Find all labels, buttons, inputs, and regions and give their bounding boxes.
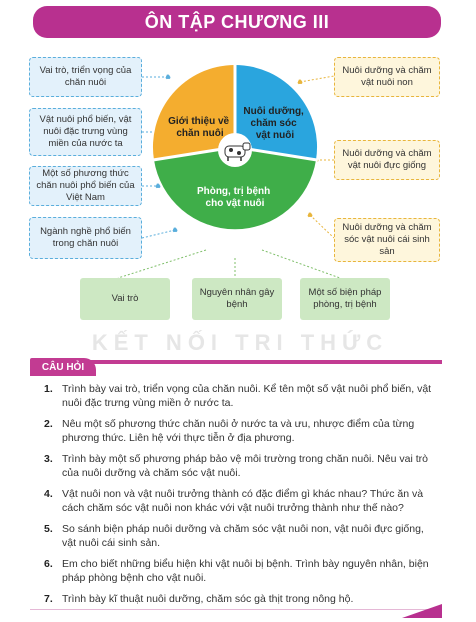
question-number: 3.	[44, 453, 53, 465]
question-item	[44, 592, 436, 606]
question-text: Trình bày một số phương pháp bảo vệ môi trường trong chăn nuôi. Nêu vai trò của nuôi dưỡng và chăm sóc vật nuôi.	[62, 453, 428, 479]
topic-box-male-breeders: Nuôi dưỡng và chăm vật nuôi đực giống	[334, 140, 440, 180]
topic-box-farming-methods: Một số phương thức chăn nuôi phổ biến của Việt Nam	[29, 166, 142, 206]
question-item	[44, 522, 436, 550]
wheel-label-intro-1: Giới thiệu về	[168, 116, 230, 127]
wheel-label-disease-2: cho vật nuôi	[205, 198, 265, 209]
question-text: Trình bày kĩ thuật nuôi dưỡng, chăm sóc gà thịt trong nông hộ.	[62, 593, 354, 605]
topic-wheel	[150, 62, 320, 232]
topic-box-occupations: Ngành nghề phổ biến trong chăn nuôi	[29, 217, 142, 259]
wheel-label-care-3: vật nuôi	[255, 130, 295, 141]
wheel-label-care-2: chăm sóc	[250, 118, 297, 129]
question-item	[44, 417, 436, 445]
question-text: Vật nuôi non và vật nuôi trưởng thành có đặc điểm gì khác nhau? Thức ăn và cách chăm sóc vật nuôi non khác với vật nuôi trưởng thành như thế nào?	[62, 488, 424, 514]
wheel-label-care-1: Nuôi dưỡng,	[243, 106, 304, 117]
question-number: 4.	[44, 488, 53, 500]
question-text: Nêu một số phương thức chăn nuôi ở nước ta và ưu, nhược điểm của từng phương thức. Liên hệ với thực tiễn ở địa phương.	[62, 418, 415, 444]
topic-box-role: Vai trò, triển vọng của chăn nuôi	[29, 57, 142, 97]
topic-box-popular-livestock: Vật nuôi phổ biến, vật nuôi đặc trưng vùng miền của nước ta	[29, 108, 142, 156]
topic-box-disease-role: Vai trò	[80, 278, 170, 320]
question-number: 1.	[44, 383, 53, 395]
question-number: 5.	[44, 523, 53, 535]
question-item	[44, 487, 436, 515]
question-item	[44, 452, 436, 480]
topic-box-disease-causes: Nguyên nhân gây bệnh	[192, 278, 282, 320]
questions-list	[44, 382, 436, 613]
question-text: So sánh biện pháp nuôi dưỡng và chăm sóc vật nuôi non, vật nuôi đực giống, vật nuôi cái sinh sản.	[62, 523, 424, 549]
questions-label: CÂU HỎI	[30, 358, 96, 376]
publisher-watermark: KẾT NỐI TRI THỨC	[91, 330, 389, 355]
question-number: 2.	[44, 418, 53, 430]
question-text: Trình bày vai trò, triển vọng của chăn nuôi. Kể tên một số vật nuôi phổ biến, vật nuôi đặc trưng vùng miền ở nước ta.	[62, 383, 432, 409]
wheel-label-intro-2: chăn nuôi	[176, 128, 224, 139]
svg-text:Phòng, trị bệnh cho vật nu	[197, 186, 273, 209]
chapter-title: ÔN TẬP CHƯƠNG III	[33, 6, 441, 38]
topic-box-young-animals: Nuôi dưỡng và chăm vật nuôi non	[334, 57, 440, 97]
topic-box-female-breeders: Nuôi dưỡng và chăm sóc vật nuôi cái sinh sản	[334, 218, 440, 262]
question-number: 6.	[44, 558, 53, 570]
question-item	[44, 382, 436, 410]
question-item	[44, 557, 436, 585]
question-text: Em cho biết những biểu hiện khi vật nuôi bị bệnh. Trình bày nguyên nhân, biện pháp phòng bệnh cho vật nuôi.	[62, 558, 429, 584]
wheel-label-disease-1: Phòng, trị bệnh	[196, 186, 271, 197]
topic-box-disease-measures: Một số biện pháp phòng, trị bệnh	[300, 278, 390, 320]
question-number: 7.	[44, 593, 53, 605]
